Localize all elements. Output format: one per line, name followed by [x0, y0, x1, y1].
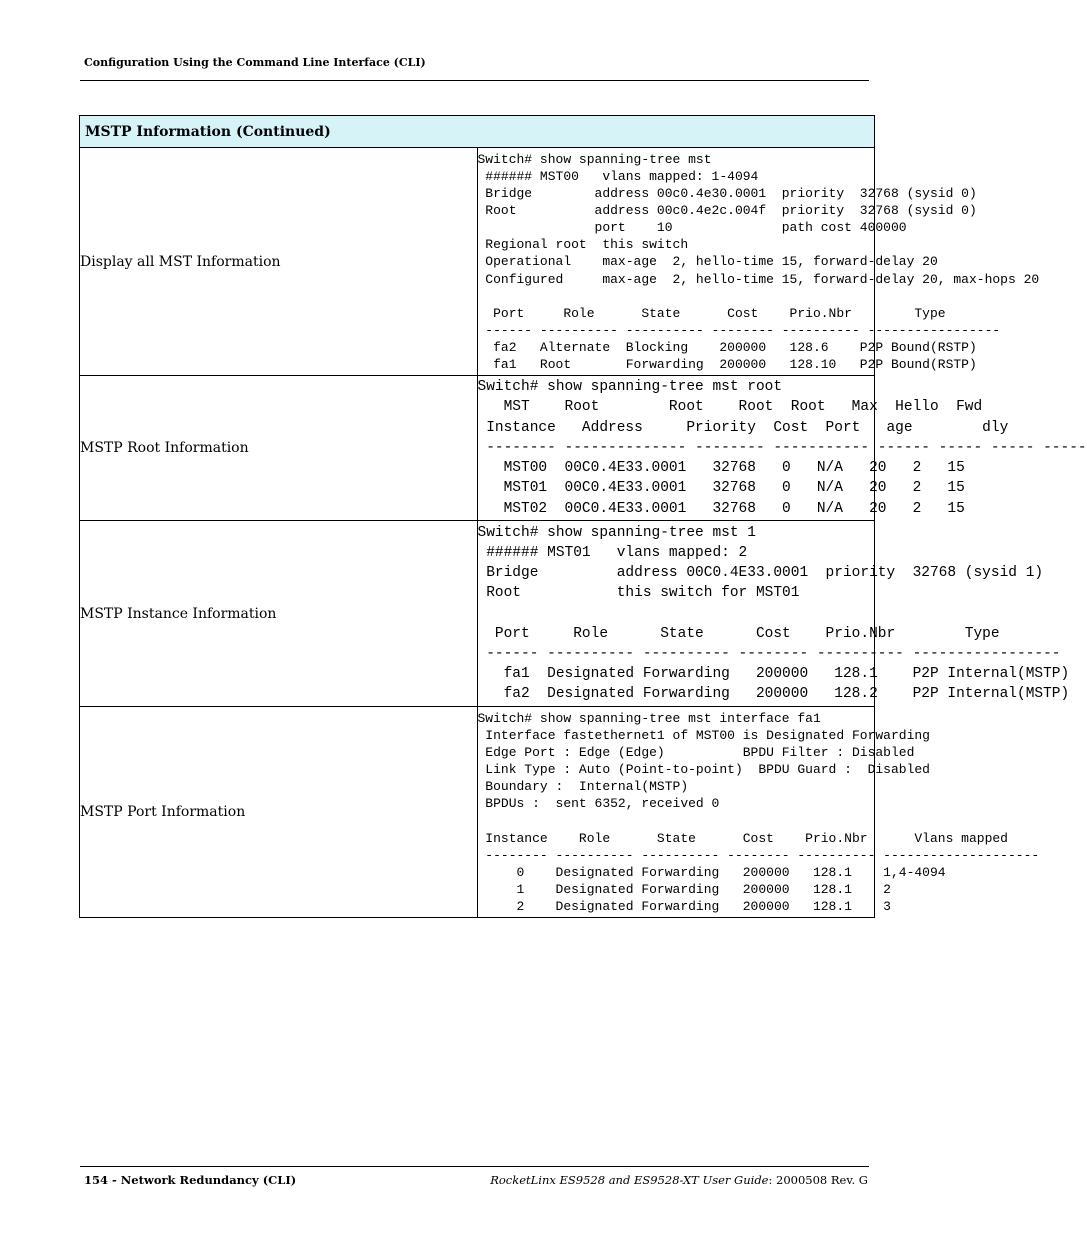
- header-rule: [80, 80, 869, 81]
- cli-output-display-all: Switch# show spanning-tree mst ###### MST00 vlans mapped: 1-4094 Bridge address 00c0.4e30.0001 priority 32768 (sysid 0) Root address 00c0.4e2c.004f priority 32768 (sysid 0) port 10 path cost 400000 Regional root this switch Operational max-age 2, hello-time 15, forward-delay 20 Configured max-age 2, hello-time 15, forward-delay 20, max-hops 20 Port Role State Cost Prio.Nbr Type ------ ---------- ---------- -------- ---------- ----------------- fa2 Alternate Blocking 200000 128.6 P2P Bound(RSTP) fa1 Root Forwarding 200000 128.10 P2P Bound(RSTP): [477, 151, 1040, 373]
- footer-page-label: 154 - Network Redundancy (CLI): [84, 1173, 297, 1187]
- table-row: [80, 707, 875, 918]
- page-header: Configuration Using the Command Line Interface (CLI): [84, 56, 426, 69]
- footer-rule: [80, 1166, 869, 1167]
- table-row: [80, 521, 875, 707]
- cli-output-root: Switch# show spanning-tree mst root MST Root Root Root Root Max Hello Fwd Instance Address Priority Cost Port age dly -------- -------------- -------- ----------- ------ ----- ----- ----- MST00 00C0.4E33.0001 32768 0 N/A 20 2 15 MST01 00C0.4E33.0001 32768 0 N/A 20 2 15 MST02 00C0.4E33.0001 32768 0 N/A 20 2 15: [477, 379, 1087, 517]
- mstp-info-table: [79, 115, 1087, 918]
- row-label-display-all: Display all MST Information: [80, 148, 478, 376]
- row-label-port: MSTP Port Information: [80, 707, 478, 918]
- table-row: [80, 376, 875, 521]
- cli-output-port: Switch# show spanning-tree mst interface fa1 Interface fastethernet1 of MST00 is Designated Forwarding Edge Port : Edge (Edge) BPDU Filter : Disabled Link Type : Auto (Point-to-point) BPDU Guard : Disabled Boundary : Internal(MSTP) BPDUs : sent 6352, received 0 Instance Role State Cost Prio.Nbr Vlans mapped -------- ---------- ---------- -------- ---------- -------------------- 0 Designated Forwarding 200000 128.1 1,4-4094 1 Designated Forwarding 200000 128.1 2 2 Designated Forwarding 200000 128.1 3: [477, 710, 1040, 914]
- row-label-instance: MSTP Instance Information: [80, 521, 478, 707]
- table-heading: MSTP Information (Continued): [80, 116, 875, 148]
- footer-doc-title: [490, 1173, 868, 1187]
- footer-revision: : 2000508 Rev. G: [768, 1173, 868, 1187]
- row-label-root: MSTP Root Information: [80, 376, 478, 521]
- table-row: [80, 148, 875, 376]
- cli-output-instance: Switch# show spanning-tree mst 1 ###### MST01 vlans mapped: 2 Bridge address 00C0.4E33.0001 priority 32768 (sysid 1) Root this switch for MST01 Port Role State Cost Prio.Nbr Type ------ ---------- ---------- -------- ---------- ----------------- fa1 Designated Forwarding 200000 128.1 P2P Internal(MSTP) fa2 Designated Forwarding 200000 128.2 P2P Internal(MSTP): [477, 524, 1070, 703]
- footer-guide-name: RocketLinx ES9528 and ES9528-XT User Guide: [490, 1173, 769, 1187]
